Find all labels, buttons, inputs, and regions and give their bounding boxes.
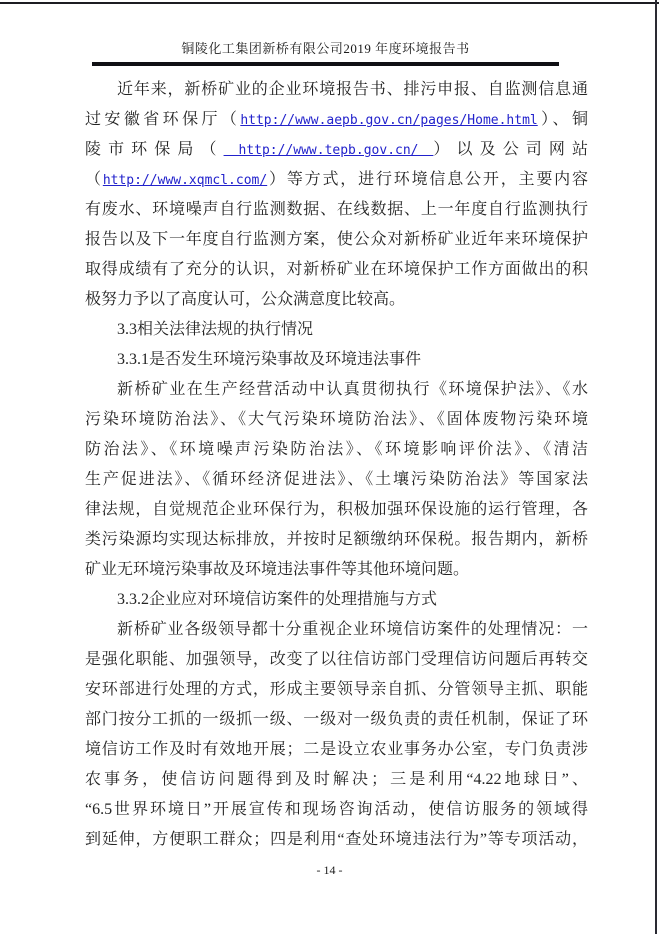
header-rule [92,62,559,66]
text-segment: 3.3.1是否发生环境污染事故及环境违法事件 [117,351,422,368]
text-segment: ）等方式，进行环境信息公开，主要内容 [267,171,588,188]
text-line [85,495,588,525]
section-heading [85,315,588,345]
text-segment: 报告以及下一年度自行监测方案，使公众对新桥矿业近年来环境保护 [85,231,588,248]
text-line [85,645,588,675]
url-link[interactable]: http://www.aepb.gov.cn/pages/Home.html [240,113,538,128]
text-segment: 农事务，使信访问题得到及时解决；三是利用“4.22地球日”、 [85,771,588,788]
text-segment: 律法规，自觉规范企业环保行为，积极加强环保设施的运行管理，各 [85,501,588,518]
text-segment: 近年来，新桥矿业的企业环境报告书、排污申报、自监测信息通 [117,81,588,98]
text-line [85,225,588,255]
text-segment: 极努力予以了高度认可，公众满意度比较高。 [85,291,406,308]
text-segment: 新桥矿业各级领导都十分重视企业环境信访案件的处理情况：一 [117,621,588,638]
text-line [85,165,588,195]
text-segment: 3.3相关法律法规的执行情况 [117,321,314,338]
text-line [85,555,588,585]
text-line [85,795,588,825]
text-line [85,375,588,405]
text-line [85,705,588,735]
page-top-border [0,2,659,4]
text-segment: 陵市环保局（ [85,141,224,158]
text-line [85,825,588,855]
text-line [85,195,588,225]
url-link[interactable]: http://www.tepb.gov.cn/ [223,143,434,158]
text-line [85,75,588,105]
text-line [85,675,588,705]
text-line [85,615,588,645]
text-line [85,255,588,285]
text-segment: （ [85,171,103,188]
text-segment: 类污染源均实现达标排放，并按时足额缴纳环保税。报告期内，新桥 [85,531,588,548]
text-line [85,435,588,465]
text-segment: 过安徽省环保厅（ [85,111,241,128]
text-segment: 生产促进法》、《循环经济促进法》、《土壤污染防治法》等国家法 [85,471,588,488]
text-segment: 矿业无环境污染事故及环境违法事件等其他环境问题。 [85,561,470,578]
text-line [85,765,588,795]
text-segment: 3.3.2企业应对环境信访案件的处理措施与方式 [117,591,438,608]
text-line [85,525,588,555]
page-header-title: 铜陵化工集团新桥有限公司2019 年度环境报告书 [181,41,470,56]
text-segment: 取得成绩有了充分的认识，对新桥矿业在环境保护工作方面做出的积 [85,261,588,278]
text-segment: 污染环境防治法》、《大气污染环境防治法》、《固体废物污染环境 [85,411,588,428]
text-segment: “6.5世界环境日”开展宣传和现场咨询活动，使信访服务的领域得 [85,801,588,818]
page-right-border [655,0,657,934]
text-segment: 有废水、环境噪声自行监测数据、在线数据、上一年度自行监测执行 [85,201,588,218]
text-line [85,405,588,435]
text-segment: ）、铜 [537,111,588,128]
text-segment: 部门按分工抓的一级抓一级、一级对一级负责的责任机制，保证了环 [85,711,588,728]
text-line [85,105,588,135]
text-line [85,465,588,495]
text-segment: ）以及公司网站 [433,141,588,158]
text-segment: 防治法》、《环境噪声污染防治法》、《环境影响评价法》、《清洁 [85,441,588,458]
text-segment: 新桥矿业在生产经营活动中认真贯彻执行《环境保护法》、《水 [117,381,588,398]
text-line [85,285,588,315]
text-segment: 是强化职能、加强领导，改变了以往信访部门受理信访问题后再转交 [85,651,588,668]
document-body [85,75,588,855]
text-segment: 境信访工作及时有效地开展；二是设立农业事务办公室，专门负责涉 [85,741,588,758]
text-segment: 到延伸，方便职工群众；四是利用“查处环境违法行为”等专项活动， [85,831,588,848]
text-line [85,135,588,165]
text-segment: 安环部进行处理的方式，形成主要领导亲自抓、分管领导主抓、职能 [85,681,588,698]
text-line [85,735,588,765]
section-heading [85,345,588,375]
page-number: - 14 - [316,863,343,877]
url-link[interactable]: http://www.xqmcl.com/ [102,173,268,188]
section-heading [85,585,588,615]
